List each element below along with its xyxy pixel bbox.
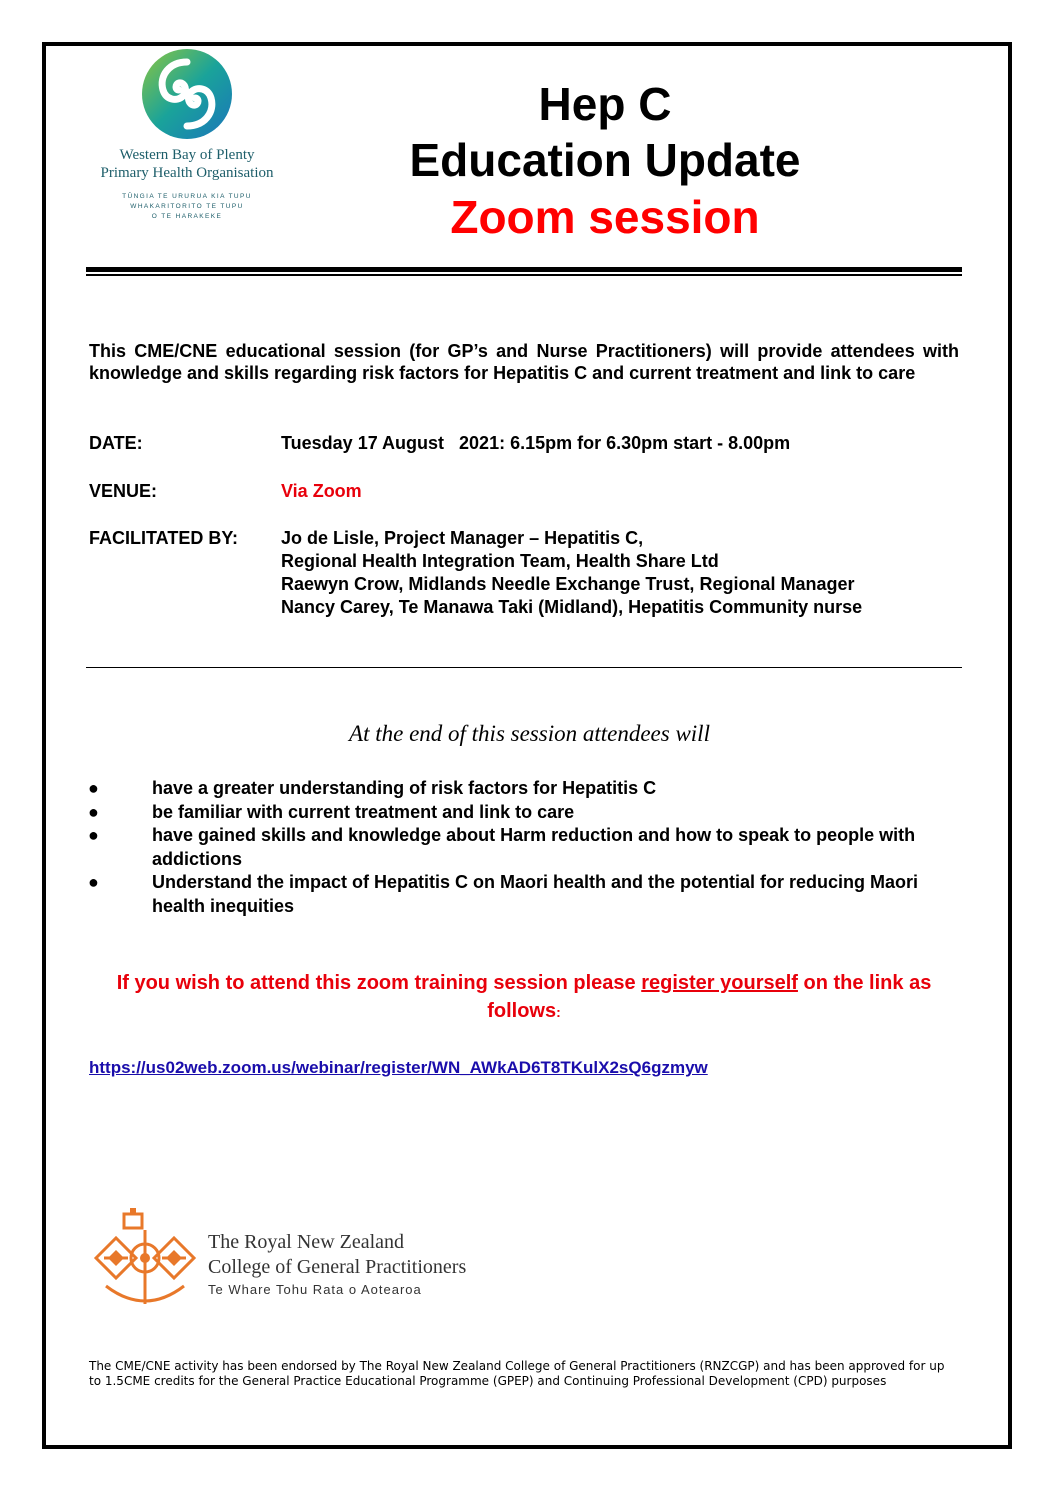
facilitated-label: FACILITATED BY: bbox=[89, 528, 238, 548]
facilitator-line: Jo de Lisle, Project Manager – Hepatitis C, bbox=[281, 528, 644, 548]
venue-value: Via Zoom bbox=[281, 481, 362, 501]
list-item-text: have gained skills and knowledge about Harm reduction and how to speak to people with addictions bbox=[152, 825, 916, 869]
zoom-registration-link[interactable]: https://us02web.zoom.us/webinar/register/WN_AWkAD6T8TKulX2sQ6gzmyw bbox=[89, 1058, 708, 1077]
intro-paragraph: This CME/CNE educational session (for GP’s and Nurse Practitioners) will provide attendees with knowledge and skills regarding risk factors for Hepatitis C and current treatment and link to care bbox=[89, 341, 959, 383]
list-item bbox=[86, 801, 946, 825]
header-divider-thin bbox=[86, 274, 962, 276]
venue-label: VENUE: bbox=[89, 481, 158, 501]
title-line-3: Zoom session bbox=[450, 191, 760, 243]
bullet-icon: ● bbox=[88, 801, 99, 822]
outcomes-list bbox=[86, 777, 946, 918]
pho-tag-line2: WHAKARITORITO TE TUPU bbox=[130, 203, 244, 210]
facilitator-line: Nancy Carey, Te Manawa Taki (Midland), Hepatitis Community nurse bbox=[281, 597, 863, 617]
list-item-text: be familiar with current treatment and link to care bbox=[152, 801, 575, 822]
section-divider bbox=[86, 667, 962, 668]
bullet-icon: ● bbox=[88, 778, 99, 798]
title-line-1: Hep C bbox=[538, 78, 672, 130]
pho-name-line2: Primary Health Organisation bbox=[100, 165, 274, 181]
pho-tag-line1: TŪNGIA TE URURUA KIA TUPU bbox=[122, 193, 252, 200]
outcomes-heading: At the end of this session attendees will bbox=[349, 721, 710, 746]
pho-tag-line3: O TE HARAKEKE bbox=[151, 213, 223, 220]
facilitator-line: Regional Health Integration Team, Health Share Ltd bbox=[281, 551, 719, 571]
college-name-line1: The Royal New Zealand bbox=[208, 1231, 405, 1253]
bullet-icon: ● bbox=[88, 872, 99, 892]
list-item-text: have a greater understanding of risk factors for Hepatitis C bbox=[152, 778, 657, 798]
register-colon: : bbox=[556, 1004, 561, 1020]
rnzcgp-logo bbox=[86, 1208, 506, 1318]
register-yourself-link[interactable]: register yourself bbox=[641, 972, 798, 994]
facilitator-line: Raewyn Crow, Midlands Needle Exchange Trust, Regional Manager bbox=[281, 574, 855, 594]
list-item bbox=[86, 871, 946, 918]
endorsement-footnote: The CME/CNE activity has been endorsed by The Royal New Zealand College of General Practitioners (RNZCGP) and has been approved for up to 1.5CME credits for the General Practice Educational Programme (GPEP) and Continuing Professional Development (CPD) purposes bbox=[89, 1359, 945, 1388]
college-name-line2: College of General Practitioners bbox=[208, 1256, 467, 1278]
register-instruction bbox=[90, 969, 958, 1026]
list-item bbox=[86, 777, 946, 801]
college-crest-icon bbox=[86, 1208, 204, 1312]
koru-logo-icon bbox=[139, 48, 235, 140]
facilitator-list bbox=[281, 527, 862, 619]
register-text-after: on the link as follows bbox=[487, 972, 932, 1022]
date-value: Tuesday 17 August 2021: 6.15pm for 6.30pm start - 8.00pm bbox=[281, 433, 791, 453]
title-line-2: Education Update bbox=[409, 134, 801, 186]
list-item-text: Understand the impact of Hepatitis C on Maori health and the potential for reducing Maori health inequities bbox=[152, 872, 919, 916]
pho-logo bbox=[84, 48, 290, 222]
college-maori-name: Te Whare Tohu Rata o Aotearoa bbox=[208, 1282, 422, 1297]
date-label: DATE: bbox=[89, 433, 143, 453]
header-divider bbox=[86, 267, 962, 272]
list-item bbox=[86, 824, 946, 871]
pho-name-line1: Western Bay of Plenty bbox=[119, 147, 255, 163]
register-text-before: If you wish to attend this zoom training session please bbox=[116, 972, 642, 994]
bullet-icon: ● bbox=[88, 825, 99, 845]
page-title bbox=[380, 76, 830, 246]
